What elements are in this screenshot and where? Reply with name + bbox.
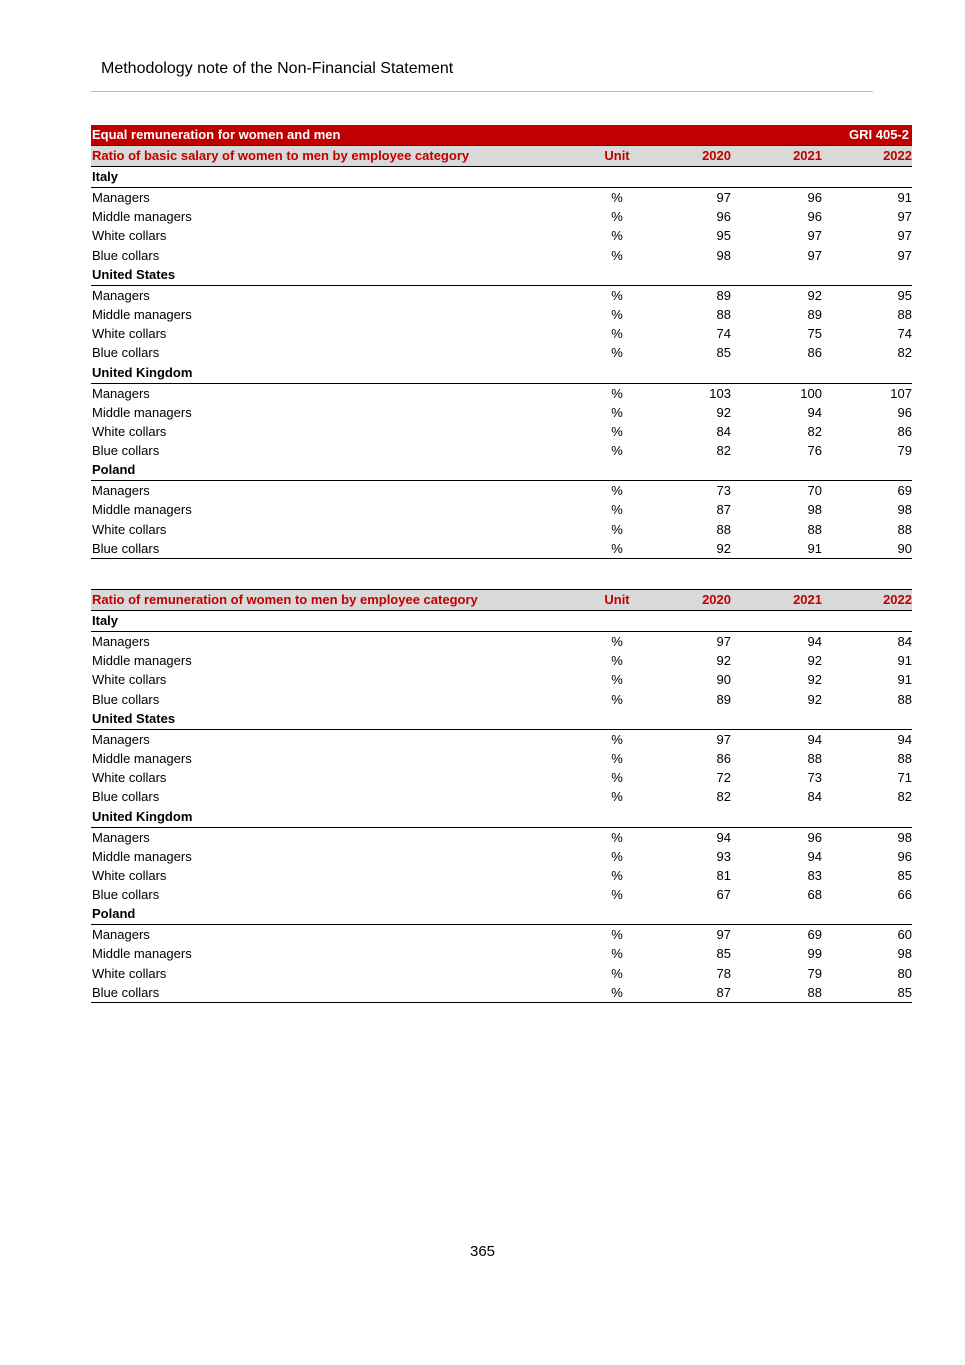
unit-cell: %	[611, 404, 623, 420]
value-2022: 86	[897, 423, 912, 439]
value-2020: 82	[716, 443, 731, 459]
value-2022: 98	[897, 946, 912, 962]
value-2020: 96	[716, 209, 731, 225]
value-2022: 60	[897, 927, 912, 943]
country-name: United States	[92, 710, 176, 726]
category-label: Middle managers	[92, 946, 192, 962]
column-header-unit: Unit	[604, 592, 630, 607]
unit-cell: %	[611, 672, 623, 688]
value-2020: 90	[716, 672, 731, 688]
value-2020: 78	[716, 965, 731, 981]
value-2020: 92	[716, 540, 731, 556]
remuneration-ratio-table	[91, 589, 912, 1003]
value-2022: 69	[897, 483, 912, 499]
unit-cell: %	[611, 443, 623, 459]
value-2021: 69	[807, 927, 822, 943]
table-row	[91, 944, 912, 963]
unit-cell: %	[611, 540, 623, 556]
value-2020: 97	[716, 190, 731, 205]
value-2020: 73	[716, 483, 731, 499]
category-label: Middle managers	[92, 306, 192, 322]
value-2021: 94	[807, 848, 822, 864]
category-label: White collars	[92, 521, 167, 537]
value-2020: 82	[716, 789, 731, 805]
value-2021: 96	[807, 209, 822, 225]
value-2020: 95	[716, 228, 731, 244]
value-2022: 107	[890, 385, 912, 401]
value-2020: 98	[716, 247, 731, 263]
unit-cell: %	[611, 287, 623, 303]
table-row	[91, 964, 912, 983]
table-row	[91, 500, 912, 519]
table-row	[91, 632, 912, 651]
value-2022: 88	[897, 306, 912, 322]
category-label: Managers	[92, 287, 150, 303]
unit-cell: %	[611, 306, 623, 322]
table-row	[91, 768, 912, 787]
table-row	[91, 343, 912, 362]
value-2020: 103	[709, 385, 731, 401]
country-row	[91, 460, 912, 481]
category-label: Blue collars	[92, 789, 160, 805]
table-row	[91, 520, 912, 539]
table-row	[91, 847, 912, 866]
unit-cell: %	[611, 247, 623, 263]
value-2020: 97	[716, 634, 731, 649]
value-2022: 91	[897, 672, 912, 688]
value-2020: 94	[716, 829, 731, 845]
value-2021: 79	[807, 965, 822, 981]
value-2022: 71	[897, 770, 912, 786]
country-row	[91, 904, 912, 925]
page-header-title: Methodology note of the Non-Financial Statement	[101, 60, 454, 77]
value-2022: 80	[897, 965, 912, 981]
country-name: Poland	[92, 906, 136, 922]
table-row	[91, 828, 912, 847]
unit-cell: %	[611, 984, 623, 1000]
value-2021: 84	[807, 789, 822, 805]
table-row	[91, 651, 912, 670]
unit-cell: %	[611, 691, 623, 707]
column-header-year: 2021	[793, 592, 822, 607]
value-2022: 95	[897, 287, 912, 303]
table-row	[91, 286, 912, 305]
table-row	[91, 690, 912, 709]
value-2022: 96	[897, 404, 912, 420]
value-2020: 88	[716, 521, 731, 537]
section-banner	[91, 125, 912, 146]
header-divider	[91, 91, 873, 92]
value-2022: 88	[897, 750, 912, 766]
table-row	[91, 188, 912, 207]
value-2022: 82	[897, 345, 912, 361]
value-2021: 88	[807, 521, 822, 537]
value-2020: 92	[716, 653, 731, 669]
category-label: Blue collars	[92, 984, 160, 1000]
value-2021: 88	[807, 984, 822, 1000]
value-2020: 97	[716, 927, 731, 943]
country-name: Italy	[92, 613, 119, 628]
value-2022: 66	[897, 887, 912, 903]
column-header-row	[91, 146, 912, 167]
value-2021: 100	[800, 385, 822, 401]
value-2022: 74	[897, 326, 912, 342]
table-row	[91, 539, 912, 559]
category-label: White collars	[92, 965, 167, 981]
value-2021: 73	[807, 770, 822, 786]
value-2022: 88	[897, 521, 912, 537]
value-2021: 97	[807, 247, 822, 263]
unit-cell: %	[611, 848, 623, 864]
category-label: White collars	[92, 228, 167, 244]
table-row	[91, 787, 912, 806]
table-row	[91, 885, 912, 904]
column-header-row	[91, 589, 912, 611]
column-header-year: 2020	[702, 592, 731, 607]
category-label: Managers	[92, 385, 150, 401]
value-2021: 92	[807, 672, 822, 688]
category-label: Middle managers	[92, 209, 192, 225]
value-2020: 93	[716, 848, 731, 864]
table-row	[91, 324, 912, 343]
value-2020: 84	[716, 423, 731, 439]
unit-cell: %	[611, 770, 623, 786]
table-row	[91, 384, 912, 403]
value-2020: 81	[716, 867, 731, 883]
value-2021: 92	[807, 653, 822, 669]
country-row	[91, 265, 912, 286]
table-row	[91, 207, 912, 226]
value-2021: 88	[807, 750, 822, 766]
value-2022: 85	[897, 867, 912, 883]
value-2021: 94	[807, 731, 822, 747]
category-label: Blue collars	[92, 887, 160, 903]
table-title: Ratio of remuneration of women to men by employee category	[92, 592, 478, 607]
table-row	[91, 925, 912, 944]
category-label: Middle managers	[92, 750, 192, 766]
unit-cell: %	[611, 209, 623, 225]
category-label: Blue collars	[92, 443, 160, 459]
column-header-year: 2020	[702, 148, 731, 163]
value-2021: 68	[807, 887, 822, 903]
value-2020: 85	[716, 946, 731, 962]
category-label: Blue collars	[92, 691, 160, 707]
column-header-year: 2021	[793, 148, 822, 163]
column-header-year: 2022	[883, 148, 912, 163]
unit-cell: %	[611, 521, 623, 537]
table-row	[91, 481, 912, 500]
category-label: Managers	[92, 190, 150, 205]
value-2021: 96	[807, 829, 822, 845]
category-label: White collars	[92, 770, 167, 786]
category-label: White collars	[92, 672, 167, 688]
value-2021: 98	[807, 502, 822, 518]
category-label: Middle managers	[92, 502, 192, 518]
unit-cell: %	[611, 927, 623, 943]
value-2021: 86	[807, 345, 822, 361]
unit-cell: %	[611, 228, 623, 244]
table-row	[91, 246, 912, 265]
category-label: Managers	[92, 483, 150, 499]
value-2021: 92	[807, 287, 822, 303]
category-label: Managers	[92, 927, 150, 943]
value-2020: 88	[716, 306, 731, 322]
table-row	[91, 226, 912, 245]
value-2020: 87	[716, 984, 731, 1000]
country-row	[91, 167, 912, 188]
value-2022: 97	[897, 247, 912, 263]
value-2022: 98	[897, 502, 912, 518]
country-name: Italy	[92, 169, 119, 184]
category-label: White collars	[92, 326, 167, 342]
table-row	[91, 441, 912, 460]
country-row	[91, 807, 912, 828]
value-2022: 98	[897, 829, 912, 845]
table-row	[91, 749, 912, 768]
category-label: Blue collars	[92, 247, 160, 263]
category-label: Blue collars	[92, 345, 160, 361]
unit-cell: %	[611, 946, 623, 962]
unit-cell: %	[611, 385, 623, 401]
unit-cell: %	[611, 634, 623, 649]
table-row	[91, 866, 912, 885]
value-2021: 94	[807, 634, 822, 649]
table-row	[91, 422, 912, 441]
table-title: Ratio of basic salary of women to men by employee category	[92, 148, 470, 163]
gri-code: GRI 405-2	[849, 127, 909, 142]
value-2020: 85	[716, 345, 731, 361]
unit-cell: %	[611, 829, 623, 845]
value-2022: 82	[897, 789, 912, 805]
value-2022: 96	[897, 848, 912, 864]
unit-cell: %	[611, 190, 623, 205]
value-2021: 76	[807, 443, 822, 459]
column-header-unit: Unit	[604, 148, 630, 163]
value-2020: 87	[716, 502, 731, 518]
value-2021: 96	[807, 190, 822, 205]
value-2022: 91	[897, 653, 912, 669]
table-row	[91, 670, 912, 689]
column-header-year: 2022	[883, 592, 912, 607]
value-2021: 97	[807, 228, 822, 244]
value-2020: 72	[716, 770, 731, 786]
value-2021: 92	[807, 691, 822, 707]
category-label: Managers	[92, 634, 150, 649]
category-label: White collars	[92, 423, 167, 439]
value-2020: 89	[716, 691, 731, 707]
country-row	[91, 611, 912, 632]
value-2020: 92	[716, 404, 731, 420]
unit-cell: %	[611, 483, 623, 499]
value-2022: 84	[897, 634, 912, 649]
value-2021: 94	[807, 404, 822, 420]
value-2020: 89	[716, 287, 731, 303]
value-2022: 94	[897, 731, 912, 747]
page-number: 365	[469, 1243, 496, 1260]
table-row	[91, 730, 912, 749]
category-label: Managers	[92, 829, 150, 845]
value-2020: 67	[716, 887, 731, 903]
value-2022: 79	[897, 443, 912, 459]
country-row	[91, 363, 912, 384]
country-name: United Kingdom	[92, 364, 193, 380]
country-name: United Kingdom	[92, 808, 193, 824]
value-2022: 97	[897, 228, 912, 244]
unit-cell: %	[611, 887, 623, 903]
value-2021: 82	[807, 423, 822, 439]
category-label: Middle managers	[92, 404, 192, 420]
value-2021: 89	[807, 306, 822, 322]
unit-cell: %	[611, 423, 623, 439]
value-2022: 91	[897, 190, 912, 205]
unit-cell: %	[611, 731, 623, 747]
value-2022: 85	[897, 984, 912, 1000]
category-label: Middle managers	[92, 848, 192, 864]
unit-cell: %	[611, 326, 623, 342]
basic-salary-ratio-table	[91, 125, 912, 559]
table-row	[91, 403, 912, 422]
unit-cell: %	[611, 345, 623, 361]
value-2020: 97	[716, 731, 731, 747]
value-2022: 90	[897, 540, 912, 556]
category-label: White collars	[92, 867, 167, 883]
value-2021: 91	[807, 540, 822, 556]
country-name: Poland	[92, 462, 136, 478]
value-2021: 99	[807, 946, 822, 962]
value-2020: 86	[716, 750, 731, 766]
category-label: Managers	[92, 731, 150, 747]
section-banner-title: Equal remuneration for women and men	[92, 127, 341, 142]
unit-cell: %	[611, 502, 623, 518]
country-name: United States	[92, 266, 176, 282]
unit-cell: %	[611, 653, 623, 669]
value-2022: 88	[897, 691, 912, 707]
value-2021: 83	[807, 867, 822, 883]
table-row	[91, 305, 912, 324]
unit-cell: %	[611, 867, 623, 883]
table-row	[91, 983, 912, 1003]
unit-cell: %	[611, 789, 623, 805]
unit-cell: %	[611, 965, 623, 981]
value-2020: 74	[716, 326, 731, 342]
value-2021: 75	[807, 326, 822, 342]
value-2021: 70	[807, 483, 822, 499]
category-label: Blue collars	[92, 540, 160, 556]
value-2022: 97	[897, 209, 912, 225]
country-row	[91, 709, 912, 730]
unit-cell: %	[611, 750, 623, 766]
category-label: Middle managers	[92, 653, 192, 669]
